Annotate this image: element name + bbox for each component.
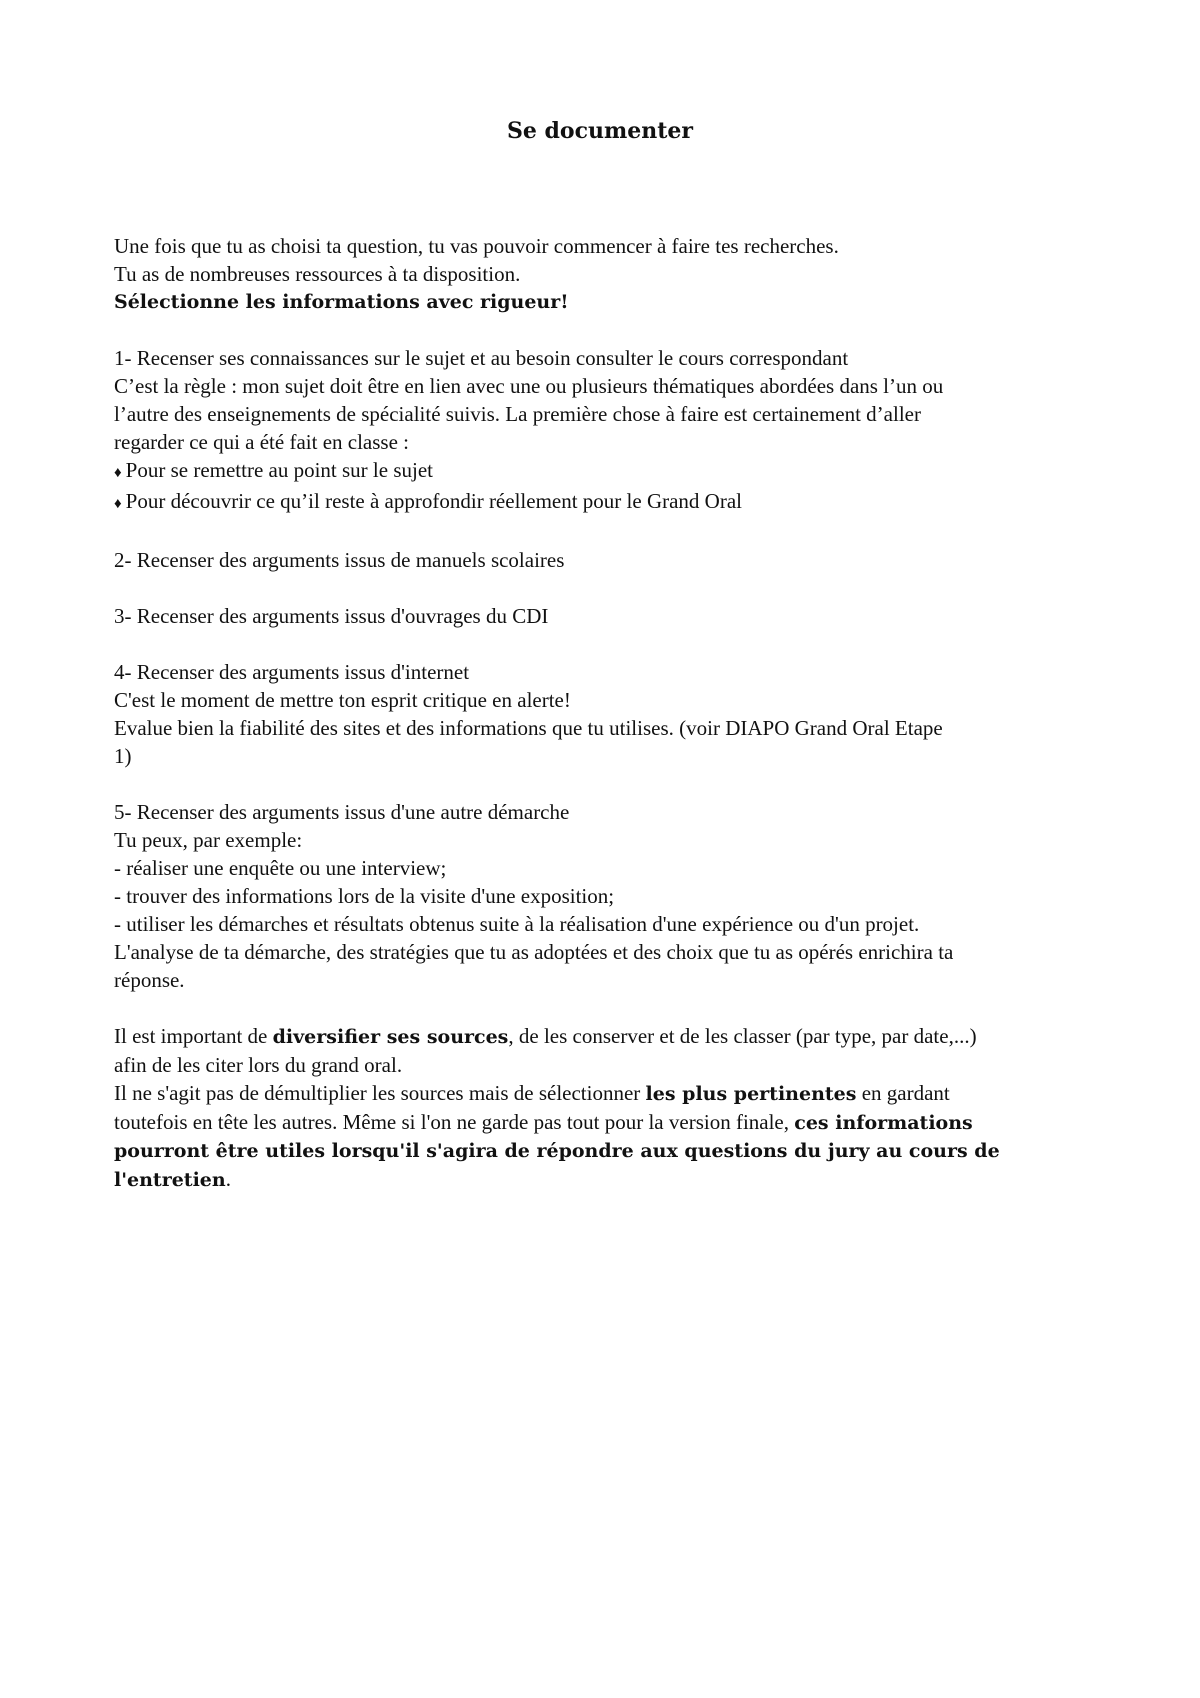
bullet-text: Pour découvrir ce qu’il reste à approfondir réellement pour le Grand Oral (125, 489, 742, 513)
section-1-line-1: C’est la règle : mon sujet doit être en lien avec une ou plusieurs thématiques abordées dans l’un ou (114, 374, 944, 398)
bullet-text: Pour se remettre au point sur le sujet (125, 458, 433, 482)
section-3-heading: 3- Recenser des arguments issus d'ouvrages du CDI (114, 604, 549, 628)
document-body (114, 232, 1094, 1194)
section-1-line-3: regarder ce qui a été fait en classe : (114, 430, 409, 454)
section-5-heading: 5- Recenser des arguments issus d'une autre démarche (114, 800, 570, 824)
section-5-line-6: réponse. (114, 968, 185, 992)
conclusion-text: en gardant (856, 1081, 950, 1105)
list-item: - trouver des informations lors de la visite d'une exposition; (114, 884, 615, 908)
bullet-item (114, 487, 1094, 518)
section-4-line-1: C'est le moment de mettre ton esprit critique en alerte! (114, 688, 571, 712)
conclusion-text: . (225, 1167, 231, 1191)
intro-line-2: Tu as de nombreuses ressources à ta disposition. (114, 262, 521, 286)
conclusion-emphasis: diversifier ses sources (272, 1026, 509, 1048)
conclusion-text: Il est important de (114, 1024, 273, 1048)
section-4-line-2: Evalue bien la fiabilité des sites et des informations que tu utilises. (voir DIAPO Grand Oral Etape (114, 716, 943, 740)
section-4-heading: 4- Recenser des arguments issus d'internet (114, 660, 470, 684)
spacer (114, 316, 1094, 344)
section-2-heading: 2- Recenser des arguments issus de manuels scolaires (114, 548, 565, 572)
section-5-line-1: Tu peux, par exemple: (114, 828, 303, 852)
conclusion-p2-line-4 (114, 1165, 1094, 1194)
conclusion-text: Il ne s'agit pas de démultiplier les sources mais de sélectionner (114, 1081, 646, 1105)
section-1-heading: 1- Recenser ses connaissances sur le sujet et au besoin consulter le cours correspondant (114, 346, 849, 370)
conclusion-p2-line-2 (114, 1108, 1094, 1137)
conclusion-text: toutefois en tête les autres. Même si l'on ne garde pas tout pour la version finale, (114, 1110, 795, 1134)
spacer (114, 574, 1094, 602)
section-4-line-3: 1) (114, 744, 132, 768)
conclusion-text: , de les conserver et de les classer (par type, par date,...) (508, 1024, 977, 1048)
section-5-line-5: L'analyse de ta démarche, des stratégies que tu as adoptées et des choix que tu as opérés enrichira ta (114, 940, 954, 964)
conclusion-p2-line-3: pourront être utiles lorsqu'il s'agira de répondre aux questions du jury au cours de (114, 1140, 1000, 1162)
section-1-line-2: l’autre des enseignements de spécialité suivis. La première chose à faire est certainement d’aller (114, 402, 921, 426)
page-title: Se documenter (506, 118, 693, 144)
conclusion-p2-line-1 (114, 1079, 1094, 1108)
list-item: - réaliser une enquête ou une interview; (114, 856, 447, 880)
diamond-bullet-icon: ♦ (114, 496, 122, 512)
intro-line-1: Une fois que tu as choisi ta question, tu vas pouvoir commencer à faire tes recherches. (114, 234, 839, 258)
diamond-bullet-icon: ♦ (114, 465, 122, 481)
conclusion-emphasis: les plus pertinentes (645, 1083, 857, 1105)
conclusion-emphasis: ces informations (794, 1112, 973, 1134)
spacer (114, 630, 1094, 658)
intro-emphasis: Sélectionne les informations avec rigueur! (114, 291, 569, 313)
spacer (114, 770, 1094, 798)
spacer (114, 518, 1094, 546)
conclusion-p1-line-1 (114, 1022, 1094, 1051)
spacer (114, 994, 1094, 1022)
list-item: - utiliser les démarches et résultats obtenus suite à la réalisation d'une expérience ou d'un projet. (114, 912, 920, 936)
bullet-item (114, 456, 1094, 487)
conclusion-emphasis: l'entretien (114, 1169, 226, 1191)
conclusion-p1-line-2: afin de les citer lors du grand oral. (114, 1053, 403, 1077)
